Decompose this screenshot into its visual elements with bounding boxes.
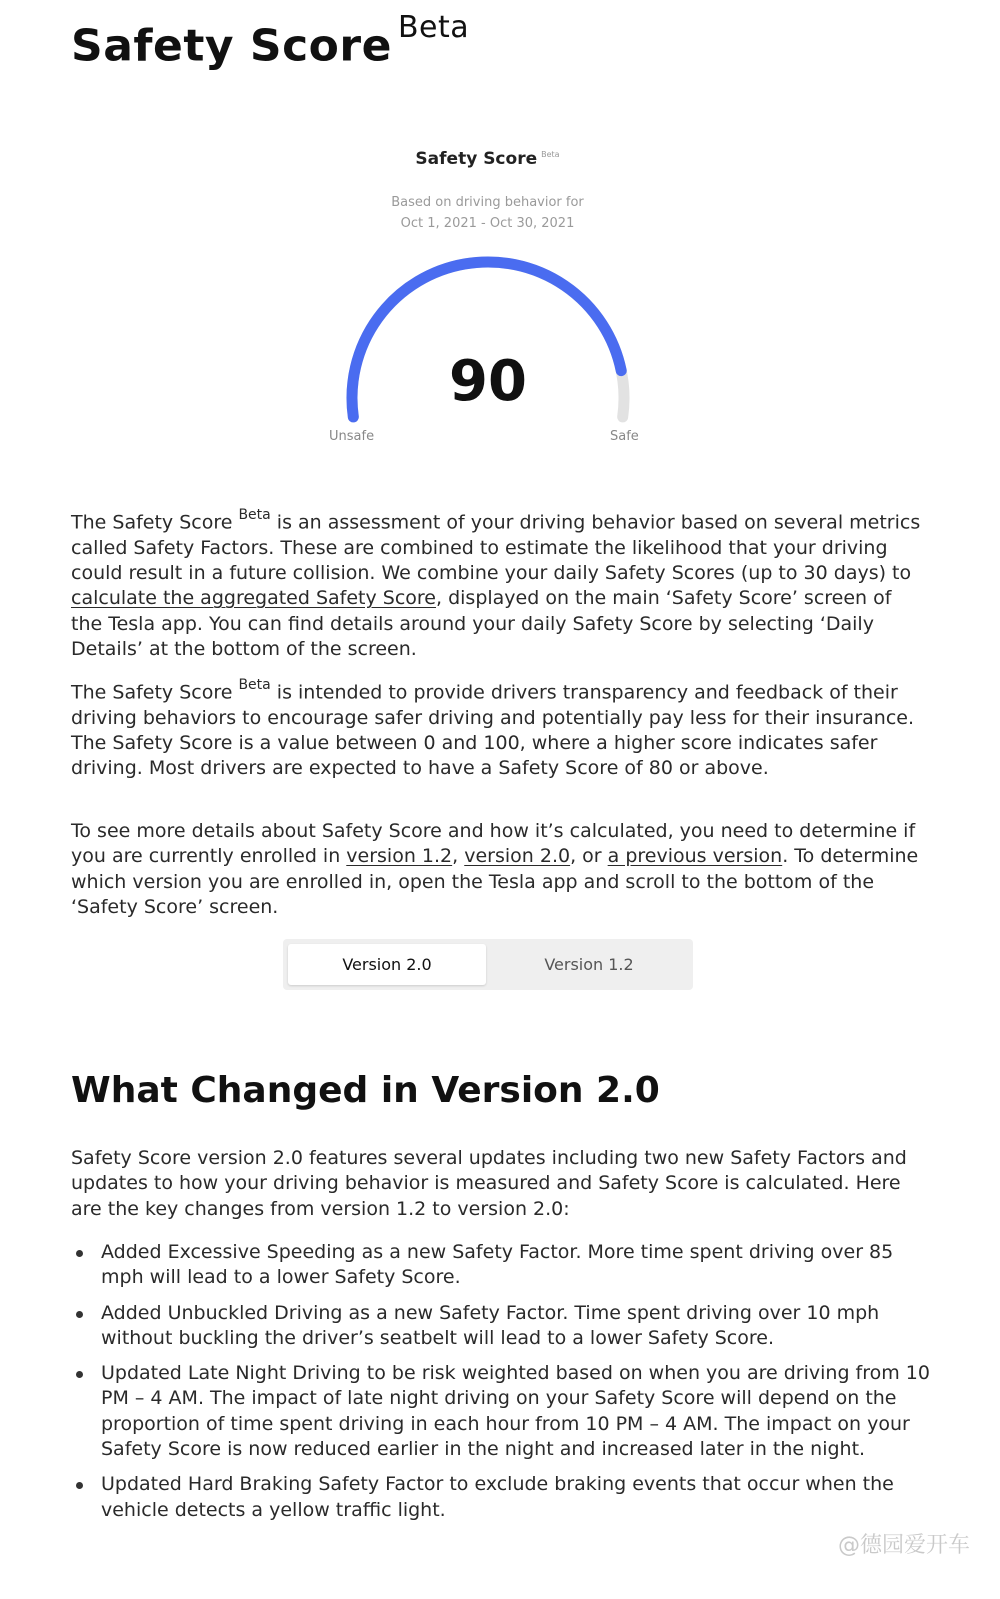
bullet-dot-icon <box>76 1371 83 1378</box>
list-item-text: Added Excessive Speeding as a new Safety Factor. More time spent driving over 85 mph will lead to a lower Safety Score. <box>101 1241 894 1289</box>
intro-p3-text-b: . To determine which version you are enrolled in, open the Tesla app and scroll to the bottom of the ‘Safety Score’ screen. <box>71 845 919 918</box>
safety-score-gauge <box>330 250 646 450</box>
intro-paragraph-2 <box>71 675 921 782</box>
watermark: @德园爱开车 <box>837 1533 970 1558</box>
page-title-text: Safety Score <box>71 20 392 72</box>
gauge-min-label: Unsafe <box>329 429 375 444</box>
intro-p3-sep-2: , or <box>570 845 608 868</box>
tab-version-1-2[interactable]: Version 1.2 <box>544 955 634 974</box>
score-card-title-text: Safety Score <box>415 149 538 169</box>
version-1-2-link[interactable]: version 1.2 <box>346 845 453 868</box>
score-card-title <box>0 149 975 169</box>
intro-p1-text-a: The Safety Score <box>71 511 239 534</box>
changes-intro: Safety Score version 2.0 features several updates including two new Safety Factors and updates to how your driving behavior is measured and Safety Score is calculated. Here are the key changes from version 1.2 to version 2.0: <box>71 1147 907 1220</box>
score-period-label: Based on driving behavior for <box>391 195 584 210</box>
version-switcher <box>283 939 693 990</box>
score-value: 90 <box>449 349 527 414</box>
intro-p3-text-a: To see more details about Safety Score and how it’s calculated, you need to determine if you are currently enrolled in <box>71 820 916 868</box>
changes-list <box>71 1240 931 1533</box>
intro-p3-sep-1: , <box>452 845 465 868</box>
intro-paragraph-1 <box>71 505 921 662</box>
list-item <box>71 1472 931 1523</box>
bullet-dot-icon <box>76 1482 83 1489</box>
page-title-beta: Beta <box>397 10 470 45</box>
page-title <box>71 10 470 72</box>
list-item <box>71 1240 931 1291</box>
bullet-dot-icon <box>76 1250 83 1257</box>
intro-p1-beta: Beta <box>238 507 271 523</box>
section-heading: What Changed in Version 2.0 <box>71 1070 660 1111</box>
previous-version-link[interactable]: a previous version <box>607 845 783 868</box>
version-2-0-link[interactable]: version 2.0 <box>464 845 571 868</box>
gauge-max-label: Safe <box>610 429 639 444</box>
list-item-text: Updated Hard Braking Safety Factor to exclude braking events that occur when the vehicle detects a yellow traffic light. <box>101 1473 894 1521</box>
intro-p2-text-b: is intended to provide drivers transparency and feedback of their driving behaviors to encourage safer driving and potentially pay less for their insurance. The Safety Score is a value between 0 and 100, where a higher score indicates safer driving. Most drivers are expected to have a Safety Score of 80 or above. <box>71 681 915 780</box>
intro-paragraph-3 <box>71 819 921 920</box>
list-item <box>71 1301 931 1352</box>
list-item <box>71 1361 931 1462</box>
aggregated-score-link[interactable]: calculate the aggregated Safety Score <box>71 587 436 610</box>
intro-p1-text-b: is an assessment of your driving behavior based on several metrics called Safety Factors. These are combined to estimate the likelihood that your driving could result in a future collision. We combine your daily Safety Scores (up to 30 days) to <box>71 511 921 584</box>
score-card-subtitle <box>0 192 975 234</box>
list-item-text: Updated Late Night Driving to be risk weighted based on when you are driving from 10 PM – 4 AM. The impact of late night driving on your Safety Score will depend on the proportion of time spent driving in each hour from 10 PM – 4 AM. The impact on your Safety Score is now reduced earlier in the night and increased later in the night. <box>101 1362 930 1461</box>
intro-p2-text-a: The Safety Score <box>71 681 239 704</box>
tab-version-2-0[interactable]: Version 2.0 <box>288 944 486 985</box>
list-item-text: Added Unbuckled Driving as a new Safety Factor. Time spent driving over 10 mph without buckling the driver’s seatbelt will lead to a lower Safety Score. <box>101 1301 880 1349</box>
intro-p1-text-c: , displayed on the main ‘Safety Score’ screen of the Tesla app. You can find details around your daily Safety Score by selecting ‘Daily Details’ at the bottom of the screen. <box>71 587 892 660</box>
intro-p2-beta: Beta <box>238 677 271 693</box>
score-period-dates: Oct 1, 2021 - Oct 30, 2021 <box>400 216 575 231</box>
bullet-dot-icon <box>76 1311 83 1318</box>
score-card-beta: Beta <box>541 150 560 160</box>
